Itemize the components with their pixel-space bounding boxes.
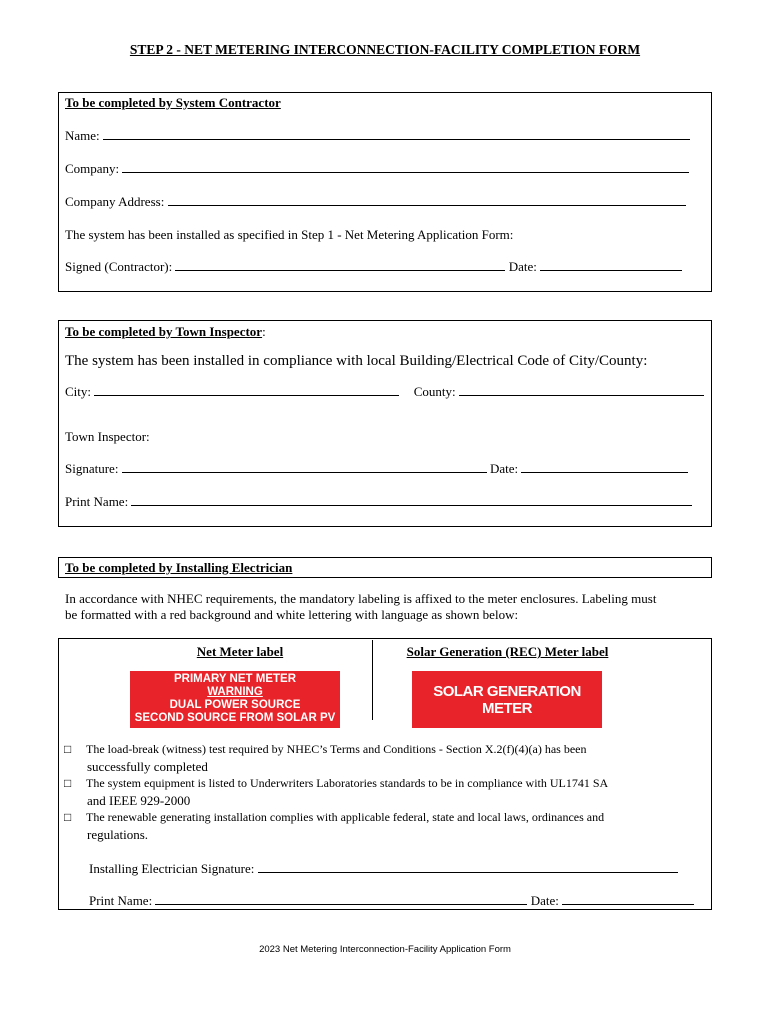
net-meter-sign: [130, 671, 340, 728]
net-meter-sign-line2: WARNING: [207, 686, 263, 698]
checklist-item-1-line2: successfully completed: [87, 759, 208, 774]
inspector-print-name-field[interactable]: [131, 494, 692, 506]
contractor-name-label: Name:: [65, 128, 100, 143]
contractor-signed-row: [65, 259, 682, 275]
solar-label-title: Solar Generation (REC) Meter label: [406, 644, 609, 659]
inspector-location-row: [65, 384, 704, 400]
inspector-signature-row: [65, 461, 688, 477]
contractor-address-label: Company Address:: [65, 194, 165, 209]
solar-sign: [412, 671, 602, 728]
electrician-print-name-label: Print Name:: [89, 893, 153, 908]
contractor-name-row: [65, 128, 690, 144]
page-title: STEP 2 - NET METERING INTERCONNECTION-FACILITY COMPLETION FORM: [129, 42, 641, 57]
checkbox-1[interactable]: □: [64, 742, 72, 756]
inspector-header: To be completed by Town Inspector: [65, 324, 263, 339]
inspector-statement: The system has been installed in compliance with local Building/Electrical Code of City/County:: [65, 353, 648, 369]
contractor-company-label: Company:: [65, 161, 120, 176]
checklist-item-3: [64, 810, 604, 825]
contractor-address-field[interactable]: [168, 194, 686, 206]
checklist-item-1-line1: The load-break (witness) test required by NHEC’s Terms and Conditions - Section X.2(f)(4)(a) has been: [86, 742, 587, 756]
checklist-item-2-line1: The system equipment is listed to Underwriters Laboratories standards to be in compliance with UL1741 SA: [86, 776, 609, 790]
contractor-address-row: [65, 194, 686, 210]
checkbox-2[interactable]: □: [64, 776, 72, 790]
contractor-signed-label: Signed (Contractor):: [65, 259, 173, 274]
electrician-intro-line1: In accordance with NHEC requirements, the mandatory labeling is affixed to the meter enclosures. Labeling must: [65, 591, 657, 606]
electrician-intro-line2: be formatted with a red background and white lettering with language as shown below:: [65, 607, 519, 622]
net-meter-sign-line1: PRIMARY NET METER: [173, 673, 297, 685]
page-footer: 2023 Net Metering Interconnection-Facility Application Form: [259, 944, 511, 955]
contractor-company-field[interactable]: [122, 161, 689, 173]
inspector-town-inspector-label: Town Inspector:: [65, 429, 150, 444]
net-meter-sign-line3: DUAL POWER SOURCE: [169, 699, 301, 711]
inspector-city-field[interactable]: [94, 384, 399, 396]
inspector-signature-field[interactable]: [122, 461, 487, 473]
solar-sign-text: SOLAR GENERATION METER: [433, 682, 581, 717]
contractor-name-field[interactable]: [103, 128, 690, 140]
inspector-print-name-row: [65, 494, 692, 510]
electrician-date-label: Date:: [530, 893, 559, 908]
contractor-statement: The system has been installed as specified in Step 1 - Net Metering Application Form:: [65, 227, 514, 242]
checklist-item-2-line2: and IEEE 929-2000: [87, 793, 191, 808]
electrician-date-field[interactable]: [562, 893, 694, 905]
label-divider: [372, 640, 373, 720]
checklist-item-2: [64, 776, 608, 791]
inspector-header-row: [65, 324, 266, 340]
electrician-print-name-field[interactable]: [155, 893, 527, 905]
inspector-city-label: City:: [65, 384, 92, 399]
inspector-print-name-label: Print Name:: [65, 494, 129, 509]
contractor-date-label: Date:: [508, 259, 537, 274]
checkbox-3[interactable]: □: [64, 810, 72, 824]
contractor-signature-field[interactable]: [175, 259, 505, 271]
inspector-date-label: Date:: [489, 461, 519, 476]
inspector-county-field[interactable]: [459, 384, 704, 396]
electrician-signature-row: [89, 861, 678, 877]
checklist-item-3-line2: regulations.: [87, 827, 149, 842]
checklist-item-1: [64, 742, 586, 757]
electrician-signature-label: Installing Electrician Signature:: [89, 861, 255, 876]
electrician-signature-field[interactable]: [258, 861, 678, 873]
inspector-signature-label: Signature:: [65, 461, 119, 476]
checklist-item-3-line1: The renewable generating installation complies with applicable federal, state and local laws, ordinances and: [86, 810, 605, 824]
inspector-header-colon: :: [262, 324, 266, 339]
contractor-date-field[interactable]: [540, 259, 682, 271]
contractor-header: To be completed by System Contractor: [65, 95, 281, 110]
electrician-header: To be completed by Installing Electrician: [65, 560, 293, 575]
electrician-print-name-row: [89, 893, 694, 909]
inspector-county-label: County:: [413, 384, 456, 399]
contractor-company-row: [65, 161, 689, 177]
inspector-date-field[interactable]: [521, 461, 688, 473]
net-meter-sign-line4: SECOND SOURCE FROM SOLAR PV: [134, 712, 336, 724]
net-meter-label-title: Net Meter label: [196, 644, 284, 659]
